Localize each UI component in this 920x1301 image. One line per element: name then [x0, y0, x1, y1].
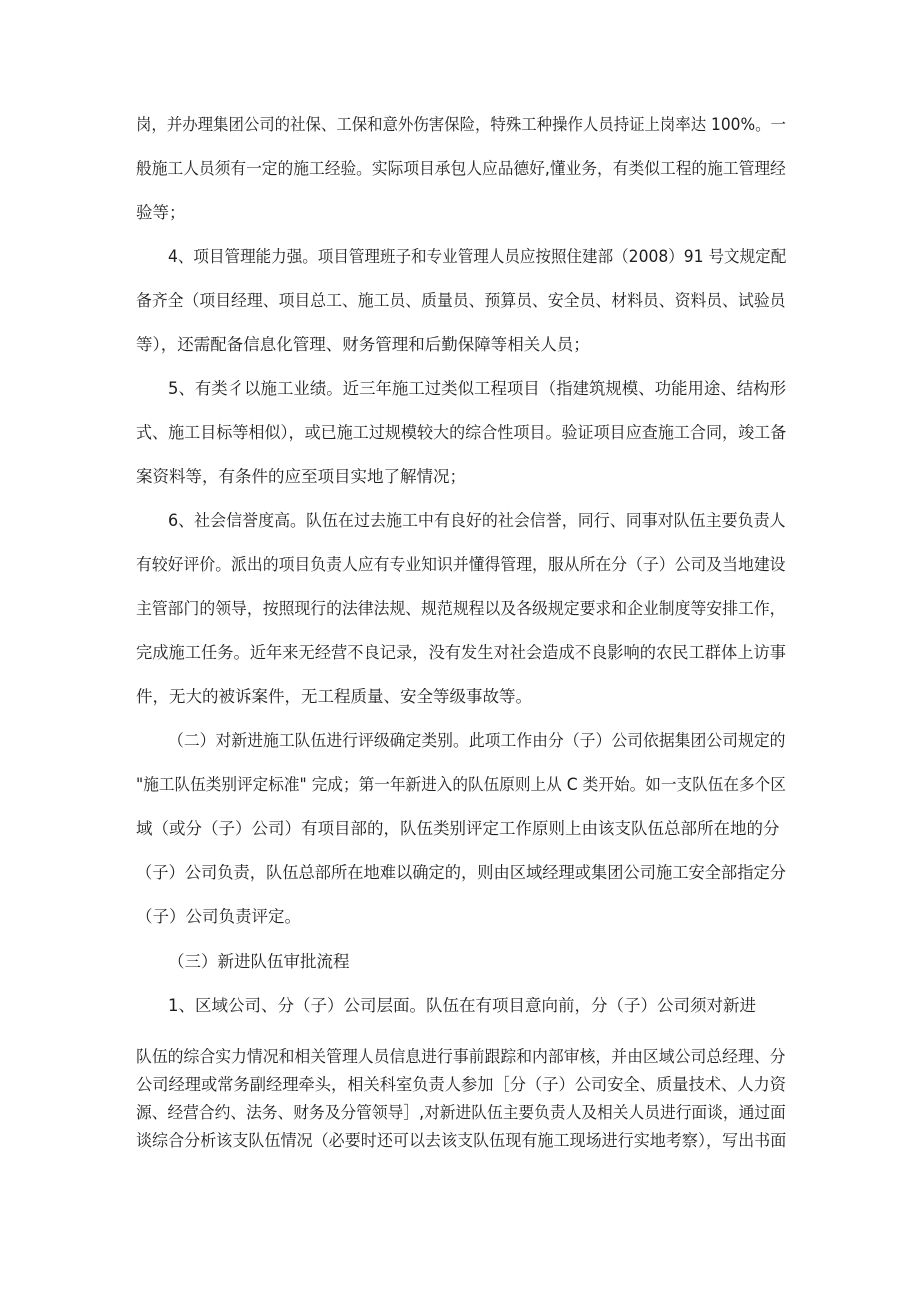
text-line: 队伍的综合实力情况和相关管理人员信息进行事前跟踪和内部审核，并由区域公司总经理、分 — [136, 1047, 786, 1066]
text-line: 5、有类彳以施工业绩。近三年施工过类似工程项目（指建筑规模、功能用途、结构形 — [168, 379, 787, 398]
text-line: 有较好评价。派出的项目负责人应有专业知识并懂得管理，服从所在分（子）公司及当地建设 — [136, 555, 786, 574]
text-line: （子）公司负责，队伍总部所在地难以确定的，则由区域经理或集团公司施工安全部指定分 — [136, 863, 786, 882]
text-line: （子）公司负责评定。 — [136, 907, 301, 926]
text-line: 式、施工目标等相似），或已施工过规模较大的综合性项目。验证项目应查施工合同，竣工备 — [136, 423, 787, 442]
text-line: 完成施工任务。近年来无经营不良记录，没有发生对社会造成不良影响的农民工群体上访事 — [136, 643, 786, 662]
text-line: 等），还需配备信息化管理、财务管理和后勤保障等相关人员； — [136, 335, 590, 354]
text-line: 岗，并办理集团公司的社保、工保和意外伤害保险，特殊工种操作人员持证上岗率达 100%。一 — [136, 115, 786, 134]
text-line: 案资料等，有条件的应至项目实地了解情况； — [136, 467, 466, 486]
text-line: 4、项目管理能力强。项目管理班子和专业管理人员应按照住建部（2008）91 号文规定配 — [168, 247, 787, 266]
text-line: 备齐全（项目经理、项目总工、施工员、质量员、预算员、安全员、材料员、资料员、试验员 — [136, 291, 786, 310]
section-heading: （三）新进队伍审批流程 — [168, 952, 350, 971]
text-line: 谈综合分析该支队伍情况（必要时还可以去该支队伍现有施工现场进行实地考察），写出书面 — [136, 1131, 787, 1150]
text-line: 公司经理或常务副经理牵头，相关科室负责人参加［分（子）公司安全、质量技术、人力资 — [136, 1075, 786, 1094]
text-line: 主管部门的领导，按照现行的法律法规、规范规程以及各级规定要求和企业制度等安排工作， — [136, 599, 786, 618]
text-line: （二）对新进施工队伍进行评级确定类别。此项工作由分（子）公司依据集团公司规定的 — [168, 731, 786, 750]
text-line: 域（或分（子）公司）有项目部的，队伍类别评定工作原则上由该支队伍总部所在地的分 — [136, 819, 780, 838]
text-line: 般施工人员须有一定的施工经验。实际项目承包人应品德好,懂业务，有类似工程的施工管理经 — [136, 159, 786, 178]
text-line: 6、社会信誉度高。队伍在过去施工中有良好的社会信誉，同行、同事对队伍主要负责人 — [168, 511, 786, 530]
text-line: "施工队伍类别评定标准" 完成；第一年新进入的队伍原则上从 C 类开始。如一支队伍在多个区 — [136, 775, 786, 794]
text-line: 1、区域公司、分（子）公司层面。队伍在有项目意向前，分（子）公司须对新进 — [168, 996, 756, 1015]
text-line: 验等； — [136, 203, 186, 222]
text-line: 件，无大的被诉案件，无工程质量、安全等级事故等。 — [136, 687, 532, 706]
text-line: 源、经营合约、法务、财务及分管领导］,对新进队伍主要负责人及相关人员进行面谈，通过面 — [136, 1103, 786, 1122]
